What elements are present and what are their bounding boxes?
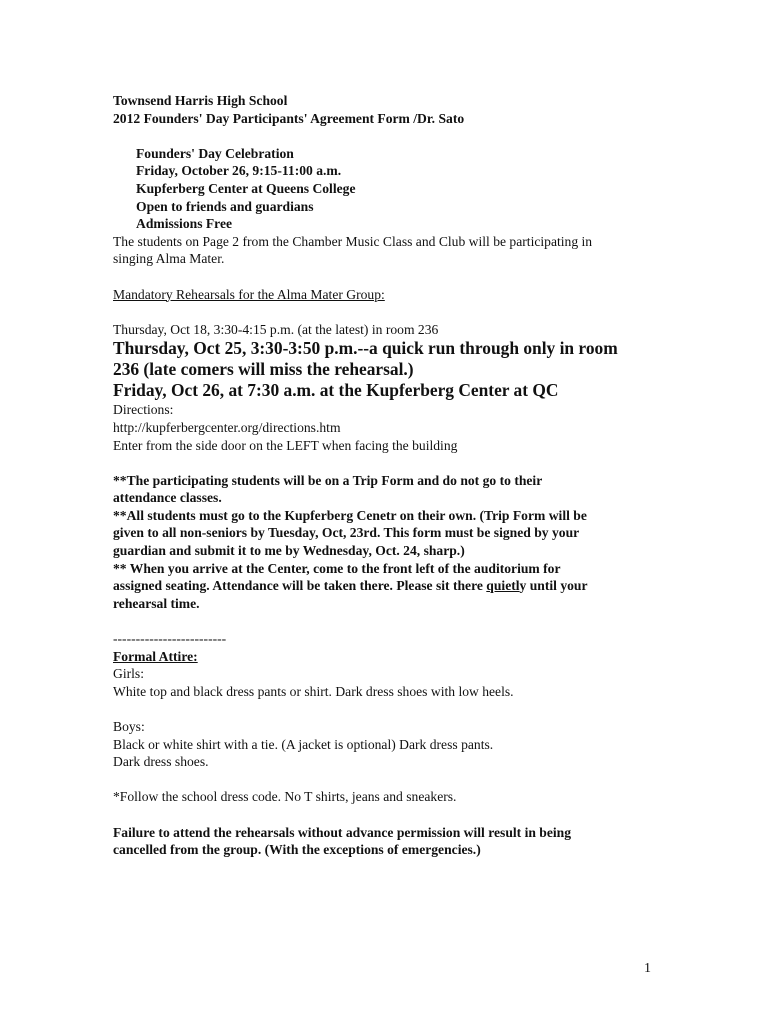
note-3-underlined-word: quietl <box>486 578 520 594</box>
warning-line-2: cancelled from the group. (With the exceptions of emergencies.) <box>113 842 481 858</box>
note-1-line-2: attendance classes. <box>113 490 222 506</box>
note-3-line-2 <box>113 577 658 595</box>
document-page <box>113 92 658 859</box>
page-number: 1 <box>644 961 651 976</box>
warning-line-1: Failure to attend the rehearsals without advance permission will result in being <box>113 824 572 840</box>
rehearsals-heading: Mandatory Rehearsals for the Alma Mater Group: <box>113 286 385 302</box>
rehearsal-first: Thursday, Oct 18, 3:30-4:15 p.m. (at the latest) in room 236 <box>113 321 439 337</box>
directions-url[interactable]: http://kupferbergcenter.org/directions.htm <box>113 419 341 435</box>
spacer <box>113 303 658 321</box>
intro-line-2: singing Alma Mater. <box>113 251 225 267</box>
event-name: Founders' Day Celebration <box>136 145 294 161</box>
spacer <box>113 700 658 718</box>
rehearsal-third: Friday, Oct 26, at 7:30 a.m. at the Kupferberg Center at QC <box>113 380 559 401</box>
event-audience: Open to friends and guardians <box>136 198 314 214</box>
attire-heading: Formal Attire: <box>113 648 198 664</box>
note-3-line-3: rehearsal time. <box>113 595 200 611</box>
school-name: Townsend Harris High School <box>113 93 288 108</box>
boys-attire-line-2: Dark dress shoes. <box>113 754 209 770</box>
boys-label: Boys: <box>113 719 145 734</box>
spacer <box>113 806 658 824</box>
directions-label: Directions: <box>113 402 174 418</box>
spacer <box>113 127 658 145</box>
note-2-line-3: guardian and submit it to me by Wednesday, Oct. 24, sharp.) <box>113 543 465 559</box>
note-2-line-1: **All students must go to the Kupferberg Cenetr on their own. (Trip Form will be <box>113 507 587 523</box>
section-separator: ------------------------- <box>113 631 227 647</box>
girls-label: Girls: <box>113 666 144 682</box>
event-location: Kupferberg Center at Queens College <box>136 180 356 196</box>
rehearsal-second-line-1: Thursday, Oct 25, 3:30-3:50 p.m.--a quick run through only in room <box>113 338 618 359</box>
entrance-note: Enter from the side door on the LEFT when facing the building <box>113 437 458 453</box>
note-3-line-1: ** When you arrive at the Center, come to the front left of the auditorium for <box>113 560 561 576</box>
spacer <box>113 268 658 286</box>
note-3-text-after: y until your <box>519 578 588 594</box>
event-datetime: Friday, October 26, 9:15-11:00 a.m. <box>136 163 342 179</box>
boys-attire-line-1: Black or white shirt with a tie. (A jacket is optional) Dark dress pants. <box>113 736 494 752</box>
intro-line-1: The students on Page 2 from the Chamber Music Class and Club will be participating in <box>113 233 593 249</box>
note-3-text-before: assigned seating. Attendance will be taken there. Please sit there <box>113 578 487 594</box>
form-title: 2012 Founders' Day Participants' Agreement Form /Dr. Sato <box>113 110 465 126</box>
event-details <box>113 145 658 233</box>
dress-code-note: *Follow the school dress code. No T shirts, jeans and sneakers. <box>113 789 457 805</box>
spacer <box>113 771 658 789</box>
note-1-line-1: **The participating students will be on a Trip Form and do not go to their <box>113 472 543 488</box>
rehearsal-second-line-2: 236 (late comers will miss the rehearsal.) <box>113 359 414 380</box>
spacer <box>113 612 658 630</box>
spacer <box>113 454 658 472</box>
note-2-line-2: given to all non-seniors by Tuesday, Oct, 23rd. This form must be signed by your <box>113 525 580 541</box>
participant-notes <box>113 472 658 613</box>
event-admission: Admissions Free <box>136 216 233 232</box>
girls-attire: White top and black dress pants or shirt. Dark dress shoes with low heels. <box>113 683 514 699</box>
